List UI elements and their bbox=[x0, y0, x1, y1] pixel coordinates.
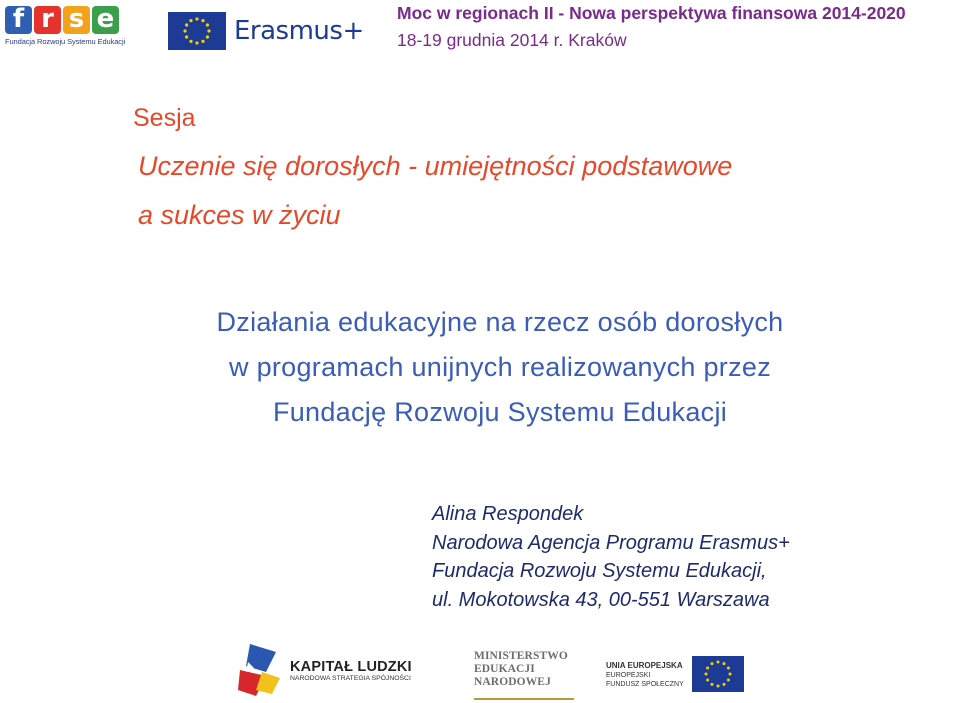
author-address: ul. Mokotowska 43, 00-551 Warszawa bbox=[432, 588, 770, 611]
eu-flag-icon bbox=[168, 12, 226, 50]
author-block bbox=[432, 500, 790, 614]
author-organization: Narodowa Agencja Programu Erasmus+ bbox=[432, 531, 790, 554]
erasmus-logo bbox=[168, 12, 364, 50]
eu-social-fund-logo bbox=[606, 652, 746, 696]
ministry-line: EDUKACJI bbox=[474, 663, 535, 675]
main-title-line: w programach unijnych realizowanych przez bbox=[228, 352, 772, 382]
ministry-logo bbox=[474, 650, 584, 698]
eu-flag-icon bbox=[692, 656, 744, 692]
kapital-ludzki-subtitle: NARODOWA STRATEGIA SPÓJNOŚCI bbox=[290, 674, 411, 682]
author-name: Alina Respondek bbox=[432, 503, 584, 525]
frse-letter-s: s bbox=[63, 6, 90, 34]
ministry-line: MINISTERSTWO bbox=[474, 650, 568, 662]
main-title-line: Działania edukacyjne na rzecz osób dorosłych bbox=[216, 307, 784, 337]
kapital-ludzki-logo bbox=[236, 642, 416, 698]
erasmus-wordmark: Erasmus+ bbox=[234, 16, 364, 46]
frse-letter-f: f bbox=[5, 6, 32, 34]
event-date: 18-19 grudnia 2014 r. Kraków bbox=[397, 30, 627, 50]
session-title bbox=[138, 142, 732, 240]
session-label: Sesja bbox=[133, 104, 196, 132]
session-title-line: Uczenie się dorosłych - umiejętności podstawowe bbox=[138, 151, 733, 181]
ministry-line: NARODOWEJ bbox=[474, 676, 551, 688]
main-title-line: Fundację Rozwoju Systemu Edukacji bbox=[272, 397, 728, 427]
frse-letter-e: e bbox=[92, 6, 119, 34]
event-title: Moc w regionach II - Nowa perspektywa finansowa 2014-2020 bbox=[397, 3, 906, 23]
ministry-underline bbox=[474, 698, 574, 700]
author-foundation: Fundacja Rozwoju Systemu Edukacji, bbox=[432, 560, 767, 582]
frse-caption: Fundacja Rozwoju Systemu Edukacji bbox=[5, 37, 126, 46]
eu-line: FUNDUSZ SPOŁECZNY bbox=[606, 680, 684, 688]
main-title bbox=[120, 300, 880, 435]
kapital-ludzki-title: KAPITAŁ LUDZKI bbox=[290, 658, 412, 675]
kapital-ludzki-emblem-icon bbox=[236, 642, 282, 698]
eu-title: UNIA EUROPEJSKA bbox=[606, 660, 683, 670]
session-title-line: a sukces w życiu bbox=[138, 200, 341, 230]
eu-line: EUROPEJSKI bbox=[606, 671, 651, 679]
frse-letter-r: r bbox=[34, 6, 61, 34]
frse-logo bbox=[5, 4, 126, 56]
